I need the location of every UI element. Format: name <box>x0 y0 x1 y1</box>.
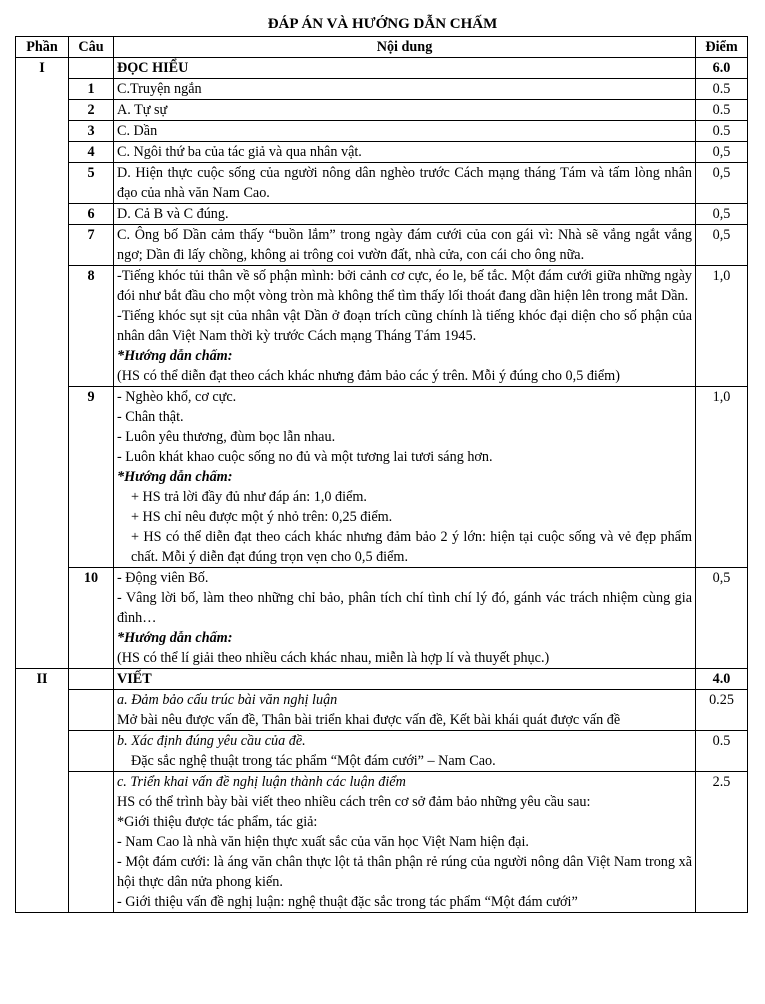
answer-table <box>15 36 748 913</box>
answer-line: C. Dần <box>117 123 158 139</box>
answer-line: - Vâng lời bố, làm theo những chỉ bảo, phân tích chí tình chí lý đó, gánh vác trách nhiệm cùng gia đình… <box>117 590 692 626</box>
answer-content <box>114 568 696 669</box>
table-row <box>16 772 748 913</box>
answer-content <box>114 79 696 100</box>
question-score: 0.5 <box>696 79 748 100</box>
table-row <box>16 142 748 163</box>
question-number: 4 <box>69 142 114 163</box>
section-score: 4.0 <box>696 669 748 690</box>
answer-content <box>114 142 696 163</box>
section-row <box>16 58 748 79</box>
answer-line: - Luôn khát khao cuộc sống no đủ và một tương lai tươi sáng hơn. <box>117 449 493 465</box>
section-question-blank <box>69 669 114 690</box>
answer-content <box>114 690 696 731</box>
answer-line: *Giới thiệu được tác phẩm, tác giả: <box>117 814 318 830</box>
question-number: 1 <box>69 79 114 100</box>
section-title: VIẾT <box>114 669 696 690</box>
answer-line: D. Cả B và C đúng. <box>117 206 229 222</box>
table-row <box>16 266 748 387</box>
header-part: Phần <box>16 37 69 58</box>
header-score: Điểm <box>696 37 748 58</box>
answer-line: *Hướng dẫn chấm: <box>117 348 233 364</box>
question-number: 9 <box>69 387 114 568</box>
answer-content <box>114 163 696 204</box>
answer-line: -Tiếng khóc sụt sịt của nhân vật Dần ở đoạn trích cũng chính là tiếng khóc đại diện cho số phận của nhân dân Việt Nam thời kỳ trước Cách mạng Tháng Tám 1945. <box>117 308 692 344</box>
question-score: 2.5 <box>696 772 748 913</box>
table-row <box>16 100 748 121</box>
answer-line: - Chân thật. <box>117 409 184 425</box>
section-part: II <box>16 669 69 913</box>
answer-line: -Tiếng khóc tủi thân về số phận mình: bởi cảnh cơ cực, éo le, bế tắc. Một đám cưới giữa những ngày đói như bắt đầu cho một vòng tròn mà không thể tìm thấy lối thoát đang dần hiện lên trong mắt Dần. <box>117 268 692 304</box>
answer-line: A. Tự sự <box>117 102 168 118</box>
answer-line: - Nghèo khổ, cơ cực. <box>117 389 237 405</box>
table-row <box>16 387 748 568</box>
answer-line: + HS trả lời đầy đủ như đáp án: 1,0 điểm. <box>131 489 367 505</box>
question-number: 8 <box>69 266 114 387</box>
header-content: Nội dung <box>114 37 696 58</box>
answer-content <box>114 100 696 121</box>
answer-line: Đặc sắc nghệ thuật trong tác phẩm “Một đám cưới” – Nam Cao. <box>131 753 496 769</box>
document-title: ĐÁP ÁN VÀ HƯỚNG DẪN CHẤM <box>267 16 498 32</box>
question-score: 0.5 <box>696 121 748 142</box>
question-score: 0,5 <box>696 225 748 266</box>
answer-line: (HS có thể lí giải theo nhiều cách khác nhau, miễn là hợp lí và thuyết phục.) <box>117 650 550 666</box>
answer-content <box>114 731 696 772</box>
answer-line: D. Hiện thực cuộc sống của người nông dân nghèo trước Cách mạng tháng Tám và tấm lòng nhân đạo của nhà văn Nam Cao. <box>117 165 692 201</box>
table-row <box>16 204 748 225</box>
answer-line: - Luôn yêu thương, đùm bọc lẫn nhau. <box>117 429 336 445</box>
question-number <box>69 690 114 731</box>
answer-line: b. Xác định đúng yêu cầu của đề. <box>117 733 306 749</box>
section-score: 6.0 <box>696 58 748 79</box>
answer-line: + HS có thể diễn đạt theo cách khác nhưng đảm bảo 2 ý lớn: hiện tại cuộc sống và vẻ đẹp phẩm chất. Mỗi ý diễn đạt đúng trọn vẹn cho 0,5 điểm. <box>131 529 692 565</box>
table-body <box>16 58 748 913</box>
table-row <box>16 225 748 266</box>
answer-line: c. Triển khai vấn đề nghị luận thành các luận điểm <box>117 774 406 790</box>
question-score: 1,0 <box>696 387 748 568</box>
answer-line: - Giới thiệu vấn đề nghị luận: nghệ thuật đặc sắc trong tác phẩm “Một đám cưới” <box>117 894 578 910</box>
answer-line: C.Truyện ngắn <box>117 81 202 97</box>
answer-line: (HS có thể diễn đạt theo cách khác nhưng đảm bảo các ý trên. Mỗi ý đúng cho 0,5 điểm) <box>117 368 620 384</box>
answer-content <box>114 387 696 568</box>
question-score: 0,5 <box>696 568 748 669</box>
section-question-blank <box>69 58 114 79</box>
question-number: 7 <box>69 225 114 266</box>
answer-content <box>114 266 696 387</box>
answer-line: C. Ông bố Dần cảm thấy “buồn lắm” trong ngày đám cưới của con gái vì: Nhà sẽ vắng ngắt vắng ngơ; Dần đi lấy chồng, không ai trông coi vườn đất, nhà cửa, con cái cho ông nữa. <box>117 227 692 263</box>
answer-line: *Hướng dẫn chấm: <box>117 469 233 485</box>
section-title: ĐỌC HIỂU <box>114 58 696 79</box>
question-number <box>69 731 114 772</box>
answer-line: - Nam Cao là nhà văn hiện thực xuất sắc của văn học Việt Nam hiện đại. <box>117 834 529 850</box>
table-row <box>16 731 748 772</box>
table-row <box>16 568 748 669</box>
question-number: 5 <box>69 163 114 204</box>
answer-content <box>114 225 696 266</box>
header-question: Câu <box>69 37 114 58</box>
answer-content <box>114 772 696 913</box>
answer-line: *Hướng dẫn chấm: <box>117 630 233 646</box>
question-number: 6 <box>69 204 114 225</box>
question-score: 0,5 <box>696 204 748 225</box>
answer-line: a. Đảm bảo cấu trúc bài văn nghị luận <box>117 692 338 708</box>
question-score: 0.25 <box>696 690 748 731</box>
answer-line: - Một đám cưới: là áng văn chân thực lột tả thân phận rẻ rúng của người nông dân Việt Nam trong xã hội thực dân nửa phong kiến. <box>117 854 692 890</box>
answer-line: + HS chỉ nêu được một ý nhỏ trên: 0,25 điểm. <box>131 509 393 525</box>
question-number <box>69 772 114 913</box>
answer-line: Mở bài nêu được vấn đề, Thân bài triển khai được vấn đề, Kết bài khái quát được vấn đề <box>117 712 621 728</box>
question-number: 10 <box>69 568 114 669</box>
answer-line: HS có thể trình bày bài viết theo nhiều cách trên cơ sở đảm bảo những yêu cầu sau: <box>117 794 591 810</box>
answer-content <box>114 204 696 225</box>
section-row <box>16 669 748 690</box>
question-score: 0,5 <box>696 163 748 204</box>
question-number: 2 <box>69 100 114 121</box>
table-row <box>16 121 748 142</box>
section-part: I <box>16 58 69 669</box>
question-score: 0,5 <box>696 142 748 163</box>
table-row <box>16 163 748 204</box>
question-number: 3 <box>69 121 114 142</box>
header-row <box>16 37 748 58</box>
answer-content <box>114 121 696 142</box>
question-score: 0.5 <box>696 100 748 121</box>
table-row <box>16 690 748 731</box>
answer-line: C. Ngôi thứ ba của tác giả và qua nhân vật. <box>117 144 362 160</box>
question-score: 1,0 <box>696 266 748 387</box>
question-score: 0.5 <box>696 731 748 772</box>
answer-line: - Động viên Bố. <box>117 570 209 586</box>
table-row <box>16 79 748 100</box>
